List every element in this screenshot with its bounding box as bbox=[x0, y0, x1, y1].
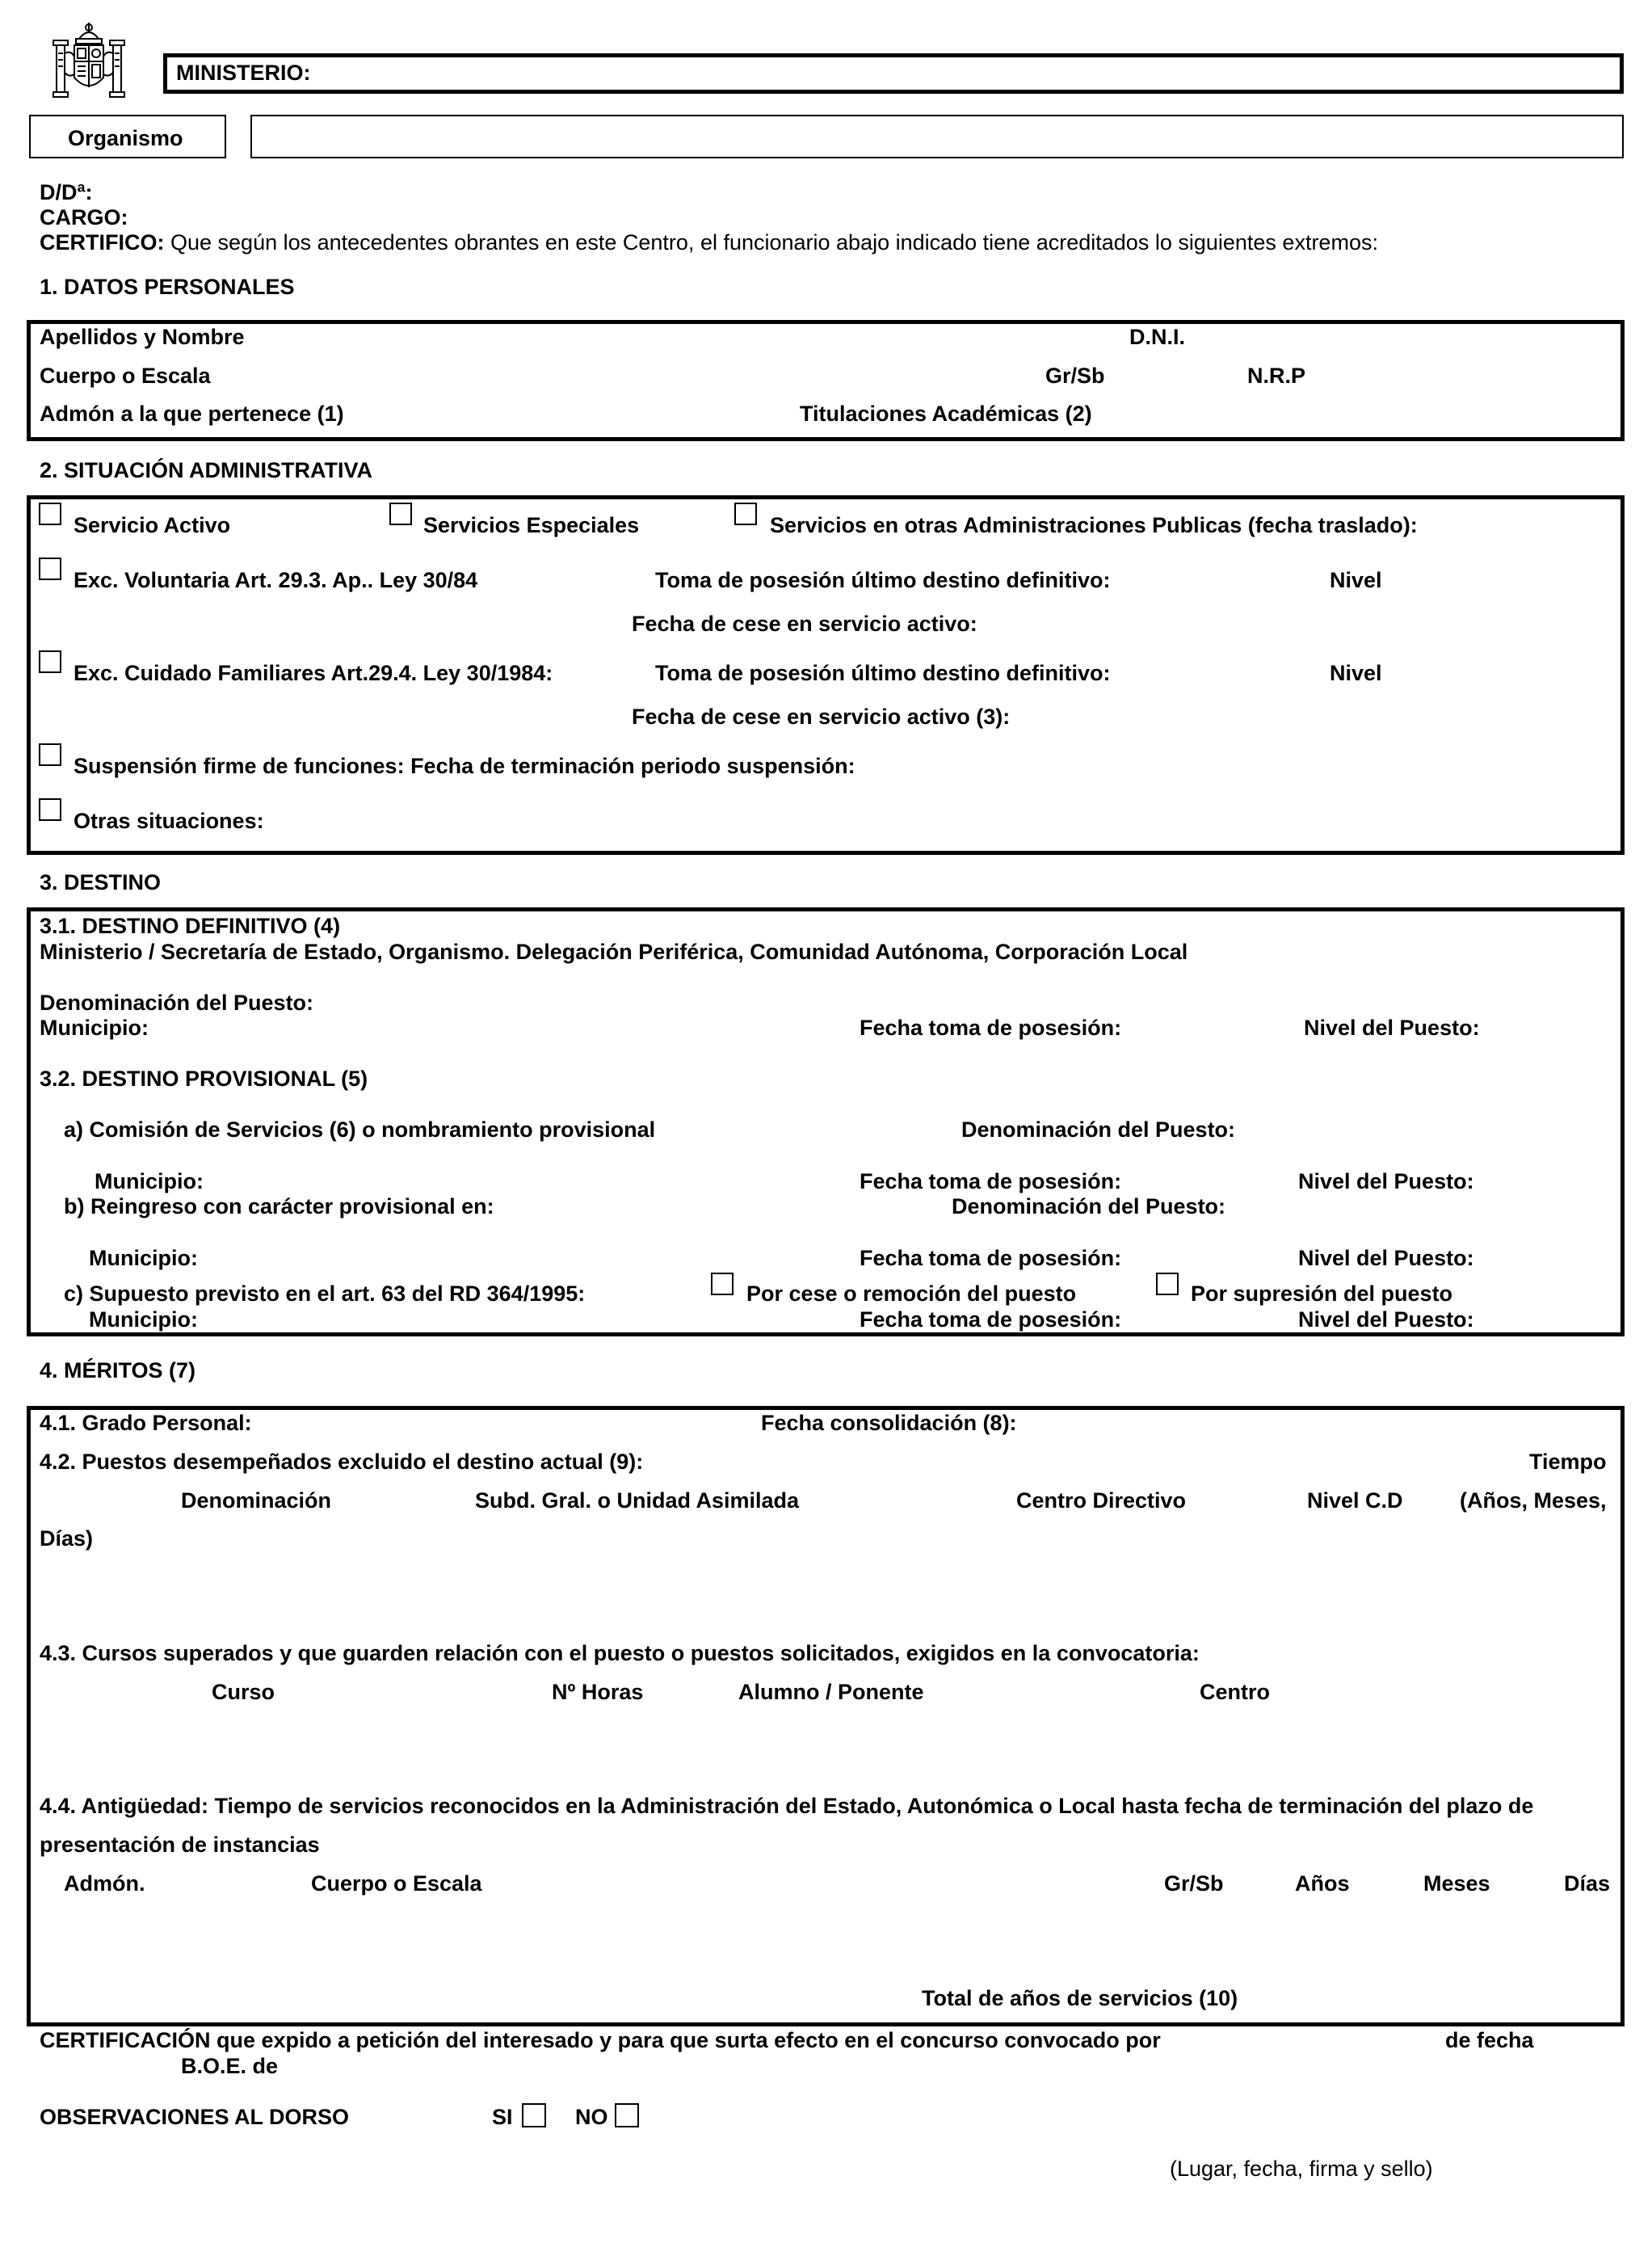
nivel-2-label: Nivel bbox=[1330, 661, 1382, 685]
col-nivel-cd: Nivel C.D bbox=[1307, 1488, 1403, 1513]
exc-cuidado-checkbox[interactable] bbox=[39, 650, 61, 673]
section-1-title: 1. DATOS PERSONALES bbox=[40, 275, 295, 299]
coat-of-arms-logo bbox=[47, 21, 131, 103]
cese-remocion-checkbox[interactable] bbox=[711, 1273, 734, 1295]
grado-personal-label: 4.1. Grado Personal: bbox=[40, 1411, 252, 1435]
puestos-desempenados-label: 4.2. Puestos desempeñados excluido el destino actual (9): bbox=[40, 1450, 644, 1474]
nivel-1-label: Nivel bbox=[1330, 568, 1382, 592]
cur-col-curso: Curso bbox=[212, 1680, 275, 1704]
exc-voluntaria-checkbox[interactable] bbox=[39, 558, 61, 580]
si-checkbox[interactable] bbox=[522, 2103, 546, 2127]
organismo-label: Organismo bbox=[68, 126, 183, 150]
col-denominacion: Denominación bbox=[181, 1488, 332, 1513]
ant-col-anos: Años bbox=[1295, 1871, 1350, 1896]
otras-situaciones-label: Otras situaciones: bbox=[74, 809, 264, 833]
no-checkbox[interactable] bbox=[615, 2103, 639, 2127]
col-dias: Días) bbox=[40, 1526, 94, 1551]
exc-cuidado-label: Exc. Cuidado Familiares Art.29.4. Ley 30/1984: bbox=[74, 661, 553, 685]
fecha-cese-2-label: Fecha de cese en servicio activo (3): bbox=[632, 705, 1011, 729]
supuesto-fecha-label: Fecha toma de posesión: bbox=[860, 1307, 1122, 1332]
antiguedad-label-line1: 4.4. Antigüedad: Tiempo de servicios reconocidos en la Administración del Estado, Autonómica o Local hasta fecha de terminación del plazo de bbox=[40, 1794, 1534, 1818]
certifico-label: CERTIFICO: bbox=[40, 230, 165, 255]
certifico-text: Que según los antecedentes obrantes en este Centro, el funcionario abajo indicado tiene acreditados lo siguientes extremos: bbox=[164, 230, 1378, 255]
exc-voluntaria-label: Exc. Voluntaria Art. 29.3. Ap.. Ley 30/84 bbox=[74, 568, 478, 592]
grsb-label: Gr/Sb bbox=[1045, 364, 1105, 388]
dni-label: D.N.I. bbox=[1129, 325, 1186, 349]
ant-col-dias: Días bbox=[1564, 1871, 1611, 1896]
si-label: SI bbox=[492, 2105, 513, 2129]
definitivo-ministerio-label: Ministerio / Secretaría de Estado, Organismo. Delegación Periférica, Comunidad Autónoma, Corporación Local bbox=[40, 940, 1188, 964]
cur-col-centro: Centro bbox=[1200, 1680, 1270, 1704]
antiguedad-label-line2: presentación de instancias bbox=[40, 1833, 320, 1857]
otras-admin-checkbox[interactable] bbox=[734, 503, 757, 525]
comision-denominacion-label: Denominación del Puesto: bbox=[961, 1117, 1236, 1142]
definitivo-nivel-label: Nivel del Puesto: bbox=[1304, 1016, 1480, 1040]
cur-col-alumno: Alumno / Ponente bbox=[738, 1680, 924, 1704]
comision-nivel-label: Nivel del Puesto: bbox=[1298, 1169, 1474, 1193]
ant-col-meses: Meses bbox=[1423, 1871, 1490, 1896]
supresion-checkbox[interactable] bbox=[1156, 1273, 1179, 1295]
supuesto-nivel-label: Nivel del Puesto: bbox=[1298, 1307, 1474, 1332]
cursos-label: 4.3. Cursos superados y que guarden relación con el puesto o puestos solicitados, exigidos en la convocatoria: bbox=[40, 1641, 1200, 1665]
ant-col-admon: Admón. bbox=[64, 1871, 145, 1896]
admon-label: Admón a la que pertenece (1) bbox=[40, 402, 344, 426]
toma-posesion-2-label: Toma de posesión último destino definitivo: bbox=[655, 661, 1111, 685]
servicio-activo-label: Servicio Activo bbox=[74, 513, 231, 537]
comision-fecha-label: Fecha toma de posesión: bbox=[860, 1169, 1122, 1193]
servicios-especiales-label: Servicios Especiales bbox=[423, 513, 640, 537]
servicios-especiales-checkbox[interactable] bbox=[389, 503, 412, 525]
ant-col-grsb: Gr/Sb bbox=[1164, 1871, 1224, 1896]
col-subd-gral: Subd. Gral. o Unidad Asimilada bbox=[475, 1488, 800, 1513]
nrp-label: N.R.P bbox=[1247, 364, 1306, 388]
reingreso-denominacion-label: Denominación del Puesto: bbox=[952, 1194, 1226, 1218]
certificacion-text: CERTIFICACIÓN que expido a petición del interesado y para que surta efecto en el concurso convocado por bbox=[40, 2028, 1161, 2052]
certifico-line bbox=[40, 229, 1378, 255]
destino-provisional-title: 3.2. DESTINO PROVISIONAL (5) bbox=[40, 1067, 368, 1091]
servicio-activo-checkbox[interactable] bbox=[39, 503, 61, 525]
fecha-cese-1-label: Fecha de cese en servicio activo: bbox=[632, 612, 977, 636]
definitivo-denominacion-label: Denominación del Puesto: bbox=[40, 991, 314, 1015]
apellidos-label: Apellidos y Nombre bbox=[40, 325, 245, 349]
definitivo-municipio-label: Municipio: bbox=[40, 1016, 149, 1040]
reingreso-label: b) Reingreso con carácter provisional en: bbox=[64, 1194, 494, 1218]
comision-municipio-label: Municipio: bbox=[95, 1169, 204, 1193]
ministerio-box[interactable] bbox=[163, 53, 1624, 94]
reingreso-municipio-label: Municipio: bbox=[89, 1246, 198, 1270]
comision-servicios-label: a) Comisión de Servicios (6) o nombramiento provisional bbox=[64, 1117, 656, 1142]
otras-situaciones-checkbox[interactable] bbox=[39, 798, 61, 821]
dda-label: D/Dª: bbox=[40, 180, 93, 204]
cur-col-horas: Nº Horas bbox=[552, 1680, 644, 1704]
total-anos-label: Total de años de servicios (10) bbox=[922, 1986, 1238, 2010]
cargo-label: CARGO: bbox=[40, 205, 128, 229]
suspension-label: Suspensión firme de funciones: Fecha de terminación periodo suspensión: bbox=[74, 754, 855, 778]
section-3-title: 3. DESTINO bbox=[40, 870, 162, 894]
supuesto-municipio-label: Municipio: bbox=[89, 1307, 198, 1332]
organismo-field[interactable] bbox=[250, 115, 1624, 158]
suspension-checkbox[interactable] bbox=[39, 743, 61, 766]
cese-remocion-label: Por cese o remoción del puesto bbox=[746, 1281, 1077, 1306]
supresion-label: Por supresión del puesto bbox=[1191, 1281, 1453, 1306]
fecha-consolidacion-label: Fecha consolidación (8): bbox=[761, 1411, 1017, 1435]
destino-definitivo-title: 3.1. DESTINO DEFINITIVO (4) bbox=[40, 914, 341, 938]
titulaciones-label: Titulaciones Académicas (2) bbox=[800, 402, 1092, 426]
reingreso-fecha-label: Fecha toma de posesión: bbox=[860, 1246, 1122, 1270]
ant-col-cuerpo: Cuerpo o Escala bbox=[311, 1871, 482, 1896]
col-anos-meses: (Años, Meses, bbox=[1460, 1488, 1607, 1513]
definitivo-fecha-label: Fecha toma de posesión: bbox=[860, 1016, 1122, 1040]
reingreso-nivel-label: Nivel del Puesto: bbox=[1298, 1246, 1474, 1270]
otras-admin-label: Servicios en otras Administraciones Publicas (fecha traslado): bbox=[770, 513, 1418, 537]
ministerio-label: MINISTERIO: bbox=[176, 61, 311, 85]
toma-posesion-1-label: Toma de posesión último destino definitivo: bbox=[655, 568, 1111, 592]
col-centro-directivo: Centro Directivo bbox=[1016, 1488, 1187, 1513]
boe-label: B.O.E. de bbox=[181, 2054, 279, 2078]
tiempo-header: Tiempo bbox=[1529, 1450, 1607, 1474]
section-4-title: 4. MÉRITOS (7) bbox=[40, 1358, 196, 1382]
cuerpo-label: Cuerpo o Escala bbox=[40, 364, 211, 388]
supuesto-art63-label: c) Supuesto previsto en el art. 63 del RD 364/1995: bbox=[64, 1281, 586, 1306]
de-fecha-label: de fecha bbox=[1445, 2028, 1534, 2052]
section-2-title: 2. SITUACIÓN ADMINISTRATIVA bbox=[40, 458, 373, 482]
firma-label: (Lugar, fecha, firma y sello) bbox=[1170, 2157, 1433, 2181]
observaciones-label: OBSERVACIONES AL DORSO bbox=[40, 2105, 350, 2129]
no-label: NO bbox=[575, 2105, 608, 2129]
